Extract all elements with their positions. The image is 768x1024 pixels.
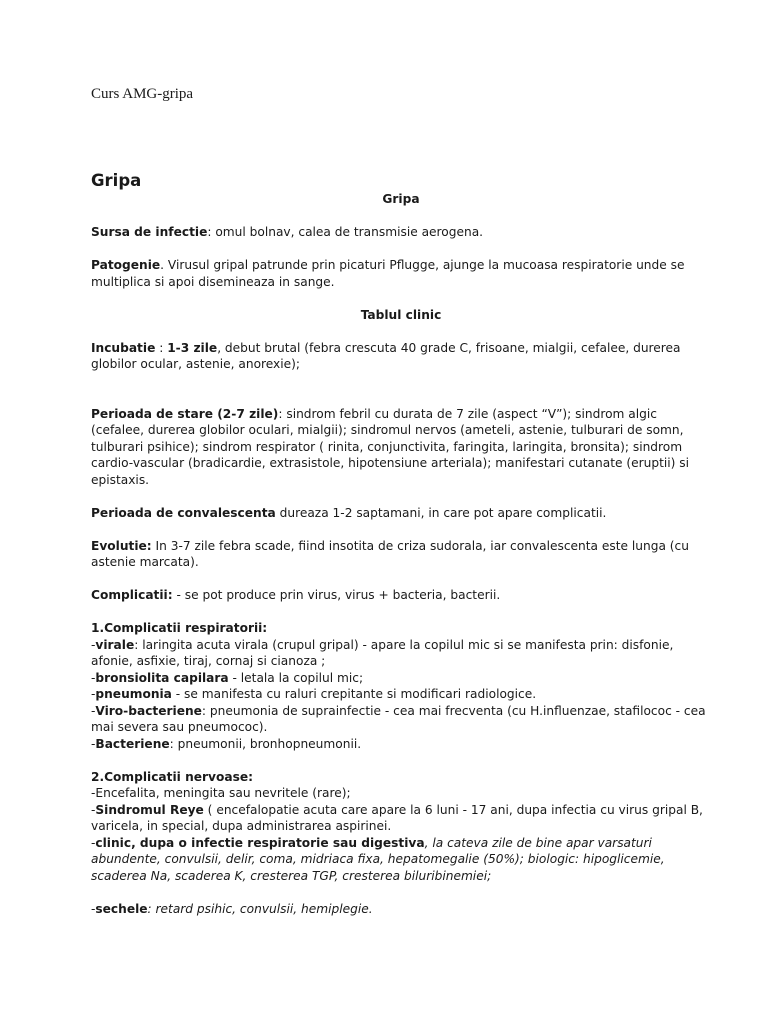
evolutie-label: Evolutie: bbox=[91, 538, 152, 553]
clinic-text: , la cateva zile de bine apar varsaturi abundente, convulsii, delir, coma, midriaca fixa, hepatomegalie (50%); biologic: hipoglicemie, scaderea Na, scaderea K, cresterea TGP, cresterea biluribinemiei; bbox=[91, 835, 665, 883]
document-body bbox=[91, 191, 711, 917]
nerv-l1: -Encefalita, meningita sau nevritele (rare); bbox=[91, 786, 351, 800]
evolutie-text: In 3-7 zile febra scade, fiind insotita de criza sudorala, iar convalescenta este lunga (cu astenie marcata). bbox=[91, 538, 689, 569]
nerv-clinic: -clinic, dupa o infectie respiratorie sau digestiva, la cateva zile de bine apar varsaturi abundente, convulsii, delir, coma, midriaca fixa, hepatomegalie (50%); biologic: hipoglicemie, scaderea Na, scaderea K, cresterea TGP, cresterea biluribinemiei; bbox=[91, 835, 665, 883]
resp-title bbox=[91, 620, 711, 637]
sechele-label: sechele bbox=[95, 901, 148, 916]
incubatie-text: , debut brutal (febra crescuta 40 grade C, frisoane, mialgii, cefalee, durerea globilor ocular, astenie, anorexie); bbox=[91, 340, 681, 371]
complicatii-label: Complicatii: bbox=[91, 588, 173, 602]
pneu-text: - se manifesta cu raluri crepitante si modificari radiologice. bbox=[171, 687, 537, 701]
resp-pneumonia: -pneumonia - se manifesta cu raluri crepitante si modificari radiologice. bbox=[91, 687, 537, 701]
para-convalescenta bbox=[91, 505, 711, 522]
bact-text: : pneumonii, bronhopneumonii. bbox=[169, 736, 362, 751]
patogenie-text: . Virusul gripal patrunde prin picaturi Pflugge, ajunge la mucoasa respiratorie unde se multiplica si apoi disemineaza in sange. bbox=[91, 258, 685, 289]
incubatie-label: Incubatie bbox=[91, 340, 156, 355]
para-complicatii bbox=[91, 587, 711, 604]
virale-text: : laringita acuta virala (crupul gripal) - apare la copilul mic si se manifesta prin: disfonie, afonie, asfixie, tiraj, cornaj si cianoza ; bbox=[91, 637, 674, 668]
resp-viro: -Viro-bacteriene: pneumonia de suprainfectie - cea mai frecventa (cu H.influenzae, stafilococ - cea mai severa sau pneumococ). bbox=[91, 703, 706, 734]
pneu-label: pneumonia bbox=[95, 687, 172, 701]
sechele-text: : retard psihic, convulsii, hemiplegie. bbox=[147, 901, 373, 916]
para-evolutie bbox=[91, 538, 711, 571]
complicatii-text: - se pot produce prin virus, virus + bacteria, bacterii. bbox=[172, 588, 501, 602]
para-patogenie bbox=[91, 257, 711, 290]
center-title: Gripa bbox=[382, 192, 420, 206]
reye-label: Sindromul Reye bbox=[95, 802, 204, 817]
nerv-title bbox=[91, 769, 711, 786]
nerv-title-text: 2.Complicatii nervoase: bbox=[91, 769, 253, 784]
nerv-reye: -Sindromul Reye ( encefalopatie acuta care apare la 6 luni - 17 ani, dupa infectia cu virus gripal B, varicela, in special, dupa administrarea aspirinei. bbox=[91, 802, 703, 833]
bron-text: - letala la copilul mic; bbox=[228, 670, 364, 685]
sursa-label: Sursa de infectie bbox=[91, 225, 208, 239]
document-title: Curs AMG-gripa bbox=[91, 86, 194, 102]
bact-label: Bacteriene bbox=[95, 736, 170, 751]
viro-text: : pneumonia de suprainfectie - cea mai frecventa (cu H.influenzae, stafilococ - cea mai severa sau pneumococ). bbox=[91, 703, 706, 734]
para-incubatie bbox=[91, 340, 711, 373]
stare-label: Perioada de stare (2-7 zile) bbox=[91, 406, 279, 421]
incubatie-sep: : bbox=[155, 340, 168, 355]
viro-label: Viro-bacteriene bbox=[95, 703, 202, 718]
convalescenta-label: Perioada de convalescenta bbox=[91, 505, 276, 520]
reye-text: ( encefalopatie acuta care apare la 6 luni - 17 ani, dupa infectia cu virus gripal B, varicela, in special, dupa administrarea aspirinei. bbox=[91, 802, 703, 833]
resp-virale: -virale: laringita acuta virala (crupul gripal) - apare la copilul mic si se manifesta prin: disfonie, afonie, asfixie, tiraj, cornaj si cianoza ; bbox=[91, 637, 674, 668]
para-stare bbox=[91, 406, 711, 489]
sursa-text: : omul bolnav, calea de transmisie aerogena. bbox=[207, 225, 484, 239]
resp-title-text: 1.Complicatii respiratorii: bbox=[91, 621, 268, 635]
convalescenta-text: dureaza 1-2 saptamani, in care pot apare complicatii. bbox=[275, 505, 607, 520]
resp-bacteriene: -Bacteriene: pneumonii, bronhopneumonii. bbox=[91, 736, 362, 751]
para-sursa bbox=[91, 224, 711, 241]
patogenie-label: Patogenie bbox=[91, 258, 161, 272]
resp-bronsiolita: -bronsiolita capilara - letala la copilul mic; bbox=[91, 670, 364, 685]
stare-text: : sindrom febril cu durata de 7 zile (aspect “V”); sindrom algic (cefalee, durerea globilor oculari, mialgii); sindromul nervos (ameteli, astenie, tulburari de somn, tulburari psihice); sindrom respirator ( rinita, conjunctivita, faringita, laringita, bronsita); sindrom cardio-vascular (bradicardie, extrasistole, hipotensiune arteriala); manifestari cutanate (eruptii) si epistaxis. bbox=[91, 406, 690, 487]
nerv-sechele: -sechele: retard psihic, convulsii, hemiplegie. bbox=[91, 901, 373, 916]
tablul-clinic-title: Tablul clinic bbox=[360, 307, 442, 322]
incubatie-bold: 1-3 zile bbox=[167, 340, 218, 355]
heading-gripa: Gripa bbox=[91, 171, 142, 190]
virale-label: virale bbox=[95, 637, 135, 652]
clinic-label: clinic, dupa o infectie respiratorie sau digestiva bbox=[95, 835, 425, 850]
bron-label: bronsiolita capilara bbox=[95, 670, 229, 685]
